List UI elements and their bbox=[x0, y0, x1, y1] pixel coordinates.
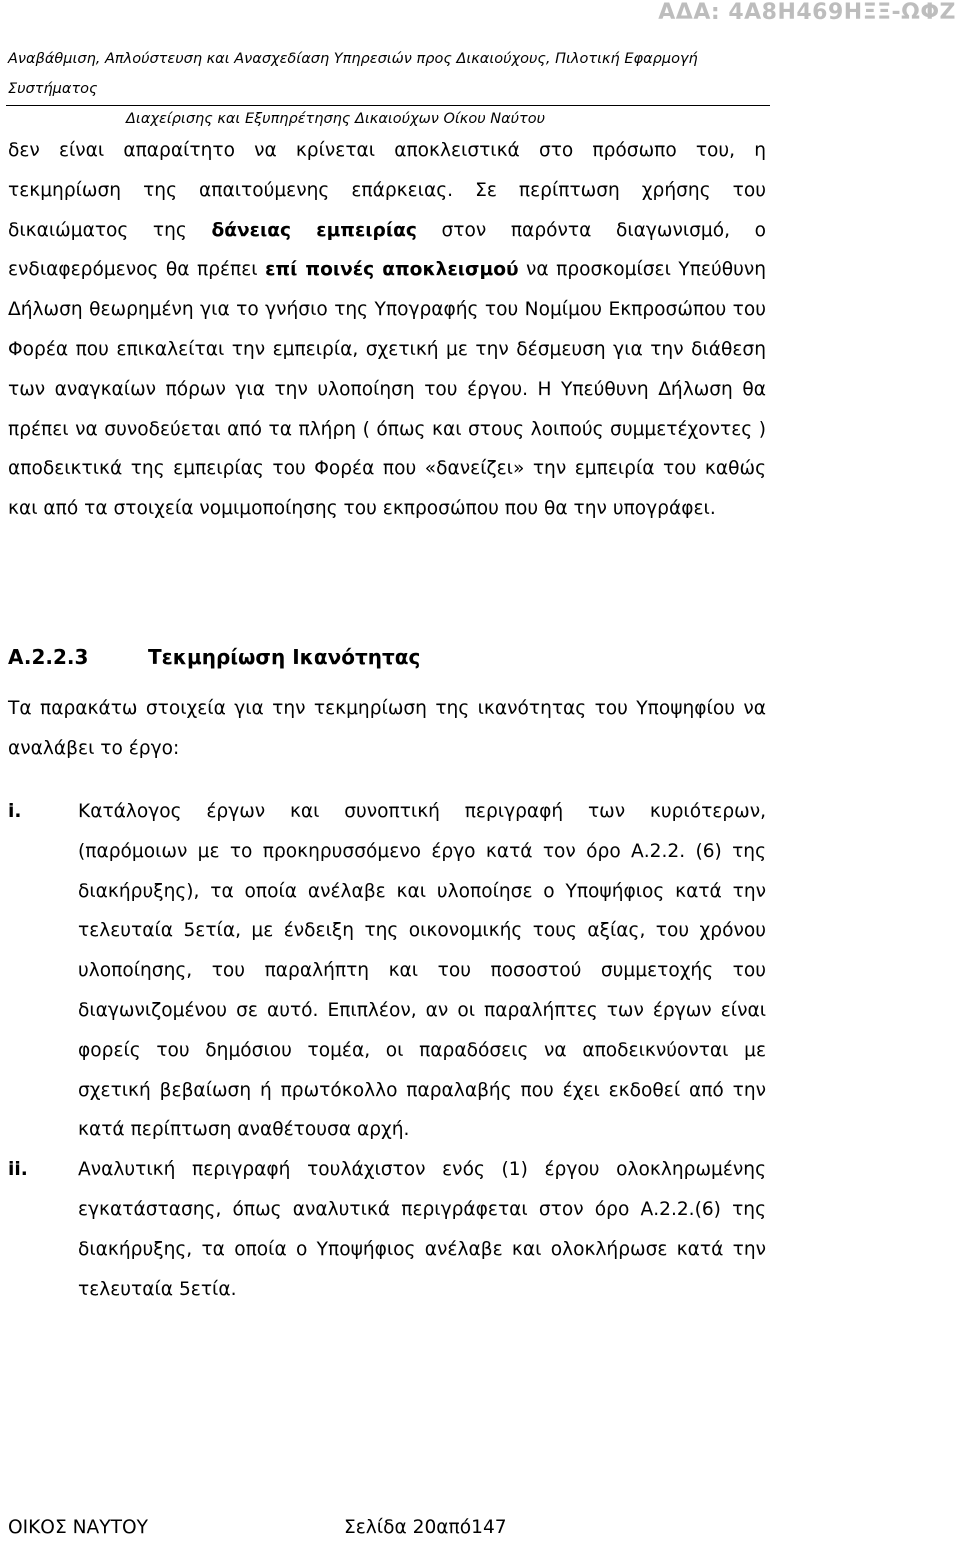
footer-organization: ΟΙΚΟΣ ΝΑΥΤΟΥ bbox=[8, 1517, 148, 1538]
header-divider bbox=[6, 105, 770, 106]
para1-text-1: δεν είναι απαραίτητο να κρίνεται αποκλειστικά στο πρόσωπο του, η τεκμηρίωση της απαιτούμενης επάρκειας. Σε περίπτωση χρήσης του δικαιώματος της bbox=[8, 140, 766, 241]
ada-watermark: ΑΔΑ: 4Α8Η469ΗΞΞ-ΩΦΖ bbox=[658, 0, 956, 25]
document-header bbox=[8, 44, 768, 134]
header-line-2: Διαχείρισης και Εξυπηρέτησης Δικαιούχων Οίκου Ναύτου bbox=[126, 111, 546, 127]
list-item bbox=[8, 792, 766, 1150]
list-marker: ii. bbox=[8, 1159, 28, 1181]
section-title: Τεκμηρίωση Ικανότητας bbox=[148, 645, 421, 669]
para1-bold-2: επί ποινές αποκλεισμού bbox=[265, 259, 519, 281]
section-number: A.2.2.3 bbox=[8, 645, 89, 669]
requirements-list bbox=[8, 792, 766, 1309]
section-heading bbox=[8, 638, 766, 676]
list-item bbox=[8, 1150, 766, 1309]
list-item-text: Αναλυτική περιγραφή τουλάχιστον ενός (1) έργου ολοκληρωμένης εγκατάστασης, όπως αναλυτικά περιγράφεται στον όρο Α.2.2.(6) της διακήρυξης, τα οποία ο Υποψήφιος ανέλαβε και ολοκλήρωσε κατά την τελευταία 5ετία. bbox=[78, 1159, 766, 1300]
page-number: Σελίδα 20από147 bbox=[344, 1517, 507, 1538]
body-paragraph-2: Τα παρακάτω στοιχεία για την τεκμηρίωση της ικανότητας του Υποψηφίου να αναλάβει το έργο: bbox=[8, 698, 766, 759]
para1-text-3: να προσκομίσει Υπεύθυνη Δήλωση θεωρημένη για το γνήσιο της Υπογραφής του Νομίμου Εκπροσώπου του Φορέα που επικαλείται την εμπειρία, σχετική με την δέσμευση για την διάθεση των αναγκαίων πόρων για την υλοποίηση του έργου. Η Υπεύθυνη Δήλωση θα πρέπει να συνοδεύεται από τα πλήρη ( όπως και στους λοιπούς συμμετέχοντες ) αποδεικτικά της εμπειρίας του Φορέα που «δανείζει» την εμπειρία του καθώς και από τα στοιχεία νομιμοποίησης του εκπροσώπου που θα την υπογράφει. bbox=[8, 259, 767, 520]
list-marker: i. bbox=[8, 801, 22, 822]
para1-bold-1: δάνειας εμπειρίας bbox=[211, 219, 417, 241]
para1-text-2: στον παρόντα διαγωνισμό, ο ενδιαφερόμενος θα πρέπει bbox=[8, 219, 767, 281]
header-line-1: Αναβάθμιση, Απλούστευση και Ανασχεδίαση Υπηρεσιών προς Δικαιούχους, Πιλοτική Εφαρμογή Συστήματος bbox=[8, 51, 698, 97]
body-paragraph-1 bbox=[8, 131, 766, 529]
list-item-text: Κατάλογος έργων και συνοπτική περιγραφή των κυριότερων, (παρόμοιων με το προκηρυσσόμενο έργο κατά τον όρο Α.2.2. (6) της διακήρυξης), τα οποία ανέλαβε και υλοποίησε ο Υποψήφιος κατά την τελευταία 5ετία, με ένδειξη της οικονομικής τους αξίας, του χρόνου υλοποίησης, του παραλήπτη και του ποσοστού συμμετοχής του διαγωνιζομένου σε αυτό. Επιπλέον, αν οι παραλήπτες των έργων είναι φορείς του δημόσιου τομέα, οι παραδόσεις να αποδεικνύονται με σχετική βεβαίωση ή πρωτόκολλο παραλαβής που έχει εκδοθεί από την κατά περίπτωση αναθέτουσα αρχή. bbox=[78, 801, 766, 1141]
